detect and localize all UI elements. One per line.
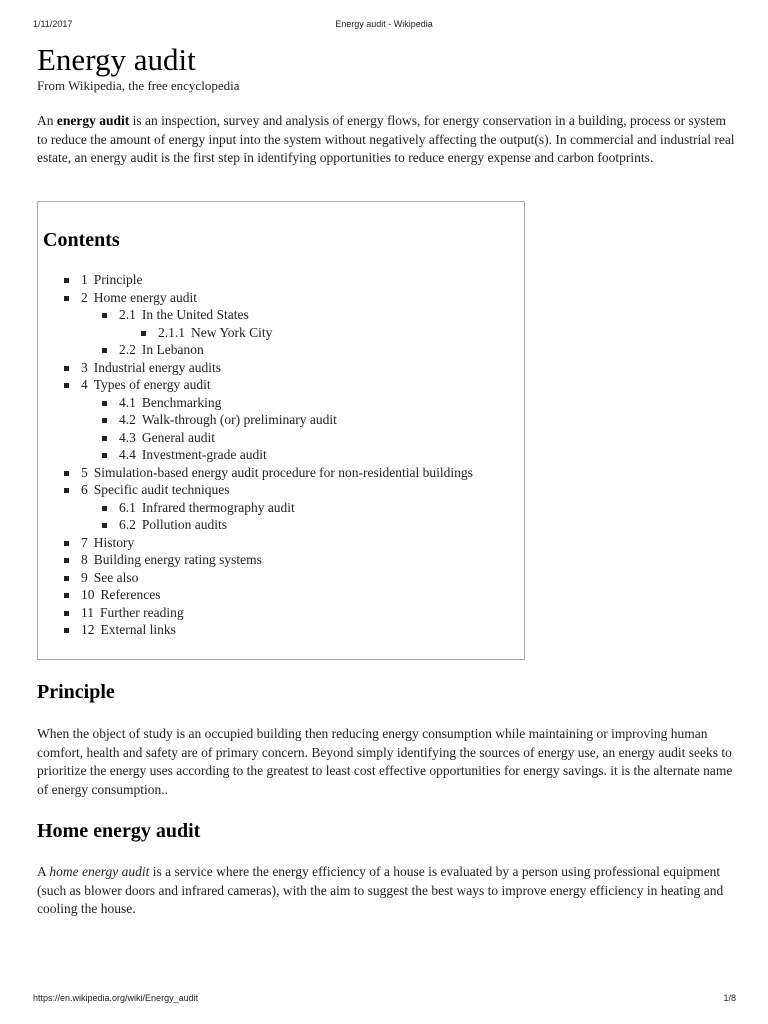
- toc-number: 4.2: [119, 412, 136, 427]
- toc-label: Benchmarking: [141, 394, 222, 410]
- toc-item[interactable]: [64, 586, 473, 604]
- toc-item[interactable]: [64, 569, 473, 587]
- toc-label: Infrared thermography audit: [141, 499, 295, 515]
- toc-label: Further reading: [100, 604, 184, 620]
- table-of-contents: [37, 201, 525, 660]
- toc-label: Walk-through (or) preliminary audit: [141, 412, 337, 427]
- toc-number: 4: [81, 377, 88, 392]
- toc-item[interactable]: [102, 516, 473, 534]
- toc-item[interactable]: [141, 324, 473, 342]
- toc-item[interactable]: [64, 604, 473, 622]
- toc-label: References: [100, 587, 161, 602]
- toc-label: Pollution audits: [141, 517, 228, 532]
- principle-paragraph: When the object of study is an occupied building then reducing energy consumption while maintaining or improving human comfort, health and safety are of primary concern. Beyond simply identifying the sources of energy use, an energy audit seeks to prioritize the energy uses according to the greatest to least cost effective opportunities for energy savings. it is the alternate name of energy consumption..: [37, 726, 733, 797]
- toc-item[interactable]: [64, 621, 473, 639]
- toc-label: History: [93, 534, 135, 550]
- toc-sublist: [141, 324, 473, 342]
- toc-item[interactable]: [102, 394, 473, 412]
- print-footer: [0, 993, 768, 1005]
- toc-number: 2.1: [119, 307, 136, 322]
- toc-number: 1: [81, 272, 88, 287]
- toc-label: In Lebanon: [141, 342, 204, 357]
- toc-number: 4.3: [119, 429, 136, 445]
- toc-list: [64, 271, 473, 639]
- toc-item[interactable]: [64, 464, 473, 482]
- intro-paragraph: [37, 112, 737, 168]
- toc-item[interactable]: [64, 289, 473, 359]
- toc-label: Types of energy audit: [93, 377, 211, 392]
- toc-label: Principle: [93, 272, 143, 287]
- toc-sublist: [102, 394, 473, 464]
- toc-number: 9: [81, 569, 88, 585]
- site-tagline: From Wikipedia, the free encyclopedia: [37, 78, 240, 93]
- toc-number: 6.1: [119, 499, 136, 515]
- toc-item[interactable]: [102, 411, 473, 429]
- toc-item[interactable]: [64, 481, 473, 534]
- toc-item[interactable]: [102, 429, 473, 447]
- toc-label: New York City: [191, 324, 273, 340]
- print-page-title: Energy audit - Wikipedia: [335, 19, 433, 29]
- toc-number: 7: [81, 534, 88, 550]
- toc-number: 4.1: [119, 394, 136, 410]
- toc-item[interactable]: [102, 341, 473, 359]
- toc-number: 12: [81, 622, 95, 637]
- toc-number: 11: [81, 604, 94, 620]
- toc-number: 10: [81, 587, 95, 602]
- toc-label: Simulation-based energy audit procedure for non-residential buildings: [93, 464, 473, 480]
- toc-label: See also: [93, 569, 139, 585]
- toc-label: External links: [100, 622, 176, 637]
- print-header: [0, 19, 768, 31]
- home-energy-audit-paragraph: [37, 863, 737, 919]
- toc-label: Specific audit techniques: [93, 482, 230, 497]
- toc-label: Home energy audit: [93, 289, 197, 305]
- toc-item[interactable]: [102, 499, 473, 517]
- home-lead: A: [37, 864, 50, 879]
- intro-bold-term: energy audit: [56, 113, 130, 128]
- toc-item[interactable]: [64, 534, 473, 552]
- toc-label: In the United States: [141, 307, 249, 322]
- toc-item[interactable]: [102, 446, 473, 464]
- home-italic-term: home energy audit: [49, 864, 150, 879]
- toc-number: 6.2: [119, 517, 136, 532]
- toc-title: Contents: [43, 229, 120, 251]
- home-energy-audit-heading: Home energy audit: [37, 820, 201, 842]
- toc-item[interactable]: [64, 359, 473, 377]
- page-number: 1/8: [723, 993, 736, 1003]
- toc-item[interactable]: [64, 376, 473, 464]
- toc-item[interactable]: [102, 306, 473, 341]
- toc-number: 5: [81, 464, 88, 480]
- toc-label: Investment-grade audit: [141, 447, 267, 462]
- toc-number: 6: [81, 482, 88, 497]
- toc-number: 2.2: [119, 342, 136, 357]
- toc-sublist: [102, 306, 473, 359]
- print-date: 1/11/2017: [33, 19, 73, 29]
- toc-number: 3: [81, 359, 88, 375]
- toc-number: 2.1.1: [158, 324, 185, 340]
- toc-number: 4.4: [119, 447, 136, 462]
- home-rest: is a service where the energy efficiency of a house is evaluated by a person using professional equipment (such as blower doors and infrared cameras), with the aim to suggest the best ways to improve energy efficiency in heating and cooling the house.: [37, 864, 724, 916]
- toc-item[interactable]: [64, 551, 473, 569]
- intro-rest: is an inspection, survey and analysis of energy flows, for energy conservation in a building, process or system to reduce the amount of energy input into the system without negatively affecting the output(s). In commercial and industrial real estate, an energy audit is the first step in identifying opportunities to reduce energy expense and carbon footprints.: [37, 113, 735, 165]
- toc-number: 2: [81, 289, 88, 305]
- toc-label: General audit: [141, 429, 215, 445]
- toc-item[interactable]: [64, 271, 473, 289]
- principle-heading: Principle: [37, 681, 115, 703]
- toc-label: Building energy rating systems: [93, 552, 262, 567]
- page-url: https://en.wikipedia.org/wiki/Energy_audit: [33, 993, 199, 1003]
- toc-number: 8: [81, 552, 88, 567]
- intro-lead: An: [37, 113, 57, 128]
- toc-label: Industrial energy audits: [93, 359, 221, 375]
- toc-sublist: [102, 499, 473, 534]
- page-title: Energy audit: [37, 42, 196, 77]
- article-content: [37, 40, 737, 916]
